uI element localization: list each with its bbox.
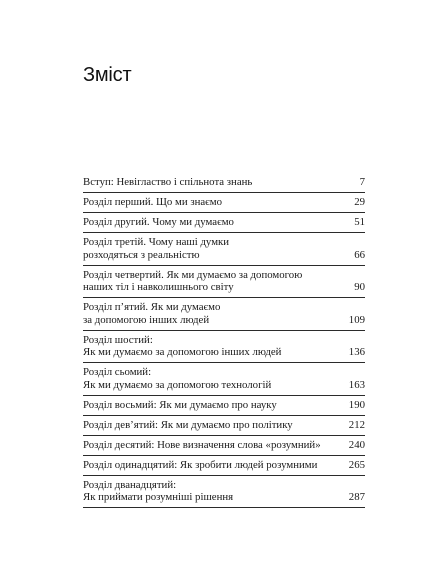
toc-entry-title — [83, 269, 343, 294]
table-of-contents — [83, 173, 365, 508]
toc-entry — [83, 213, 365, 233]
toc-entry-title-line: Розділ другий. Чому ми думаємо — [83, 216, 234, 228]
toc-entry-page-number: 29 — [354, 196, 365, 208]
toc-entry-title — [83, 419, 343, 432]
toc-entry-title-line: Розділ восьмий: Як ми думаємо про науку — [83, 398, 277, 411]
toc-entry-page-number: 163 — [348, 378, 365, 391]
toc-entry-page-number: 190 — [348, 398, 365, 411]
toc-entry-page-number: 265 — [348, 458, 365, 471]
toc-entry-title — [83, 334, 343, 359]
toc-entry-title-line: Розділ десятий: Нове визначення слова «розумний» — [83, 438, 321, 451]
toc-entry — [83, 193, 365, 213]
toc-entry-title-line: Розділ дев’ятий: Як ми думаємо про політику — [83, 418, 293, 431]
toc-entry — [83, 331, 365, 364]
toc-entry — [83, 298, 365, 331]
toc-entry — [83, 396, 365, 416]
toc-entry-page-number: 66 — [354, 248, 365, 261]
toc-entry-page-number: 240 — [348, 438, 365, 451]
toc-entry-title-line: розходяться з реальністю — [83, 248, 200, 261]
toc-entry-title — [83, 301, 343, 326]
toc-entry-title — [83, 439, 343, 452]
toc-entry-page-number: 7 — [359, 176, 365, 188]
toc-entry-title-line: Розділ одинадцятий: Як зробити людей розумними — [83, 458, 318, 471]
toc-entry-title — [83, 399, 343, 412]
toc-entry-title — [83, 176, 343, 189]
toc-entry-title-line: Як ми думаємо за допомогою інших людей — [83, 346, 282, 358]
toc-entry-title-line: Вступ: Невігластво і спільнота знань — [83, 176, 253, 188]
toc-entry — [83, 266, 365, 299]
toc-entry-title-line: Розділ дванадцятий: — [83, 478, 177, 491]
toc-entry-page-number: 287 — [348, 491, 365, 503]
toc-entry-title-line: Розділ п’ятий. Як ми думаємо — [83, 301, 221, 313]
toc-entry-title-line: Розділ сьомий: — [83, 366, 152, 378]
toc-entry-title-line: наших тіл і навколишнього світу — [83, 281, 234, 293]
toc-entry — [83, 363, 365, 396]
toc-entry-page-number: 212 — [348, 418, 365, 431]
page-title: Зміст — [83, 64, 132, 86]
toc-entry-page-number: 90 — [354, 281, 365, 293]
toc-entry — [83, 416, 365, 436]
toc-entry-page-number: 136 — [348, 346, 365, 358]
toc-entry — [83, 476, 365, 509]
toc-entry-title-line: Розділ третій. Чому наші думки — [83, 236, 230, 248]
toc-entry — [83, 456, 365, 476]
toc-entry-title — [83, 196, 343, 209]
toc-entry — [83, 233, 365, 266]
toc-entry — [83, 173, 365, 193]
toc-entry-title — [83, 216, 343, 229]
toc-entry-title — [83, 366, 343, 391]
toc-entry-title-line: Розділ перший. Що ми знаємо — [83, 196, 223, 208]
toc-entry-page-number: 109 — [348, 313, 365, 326]
toc-entry-title-line: за допомогою інших людей — [83, 313, 210, 326]
toc-entry-title — [83, 459, 343, 472]
toc-entry-title — [83, 479, 343, 504]
toc-entry-title-line: Розділ четвертий. Як ми думаємо за допомогою — [83, 268, 303, 281]
toc-entry-title-line: Розділ шостий: — [83, 333, 153, 346]
toc-entry — [83, 436, 365, 456]
toc-entry-title-line: Як ми думаємо за допомогою технологій — [83, 378, 272, 391]
toc-entry-page-number: 51 — [354, 216, 365, 228]
toc-entry-title — [83, 236, 343, 261]
toc-entry-title-line: Як приймати розумніші рішення — [83, 491, 234, 503]
